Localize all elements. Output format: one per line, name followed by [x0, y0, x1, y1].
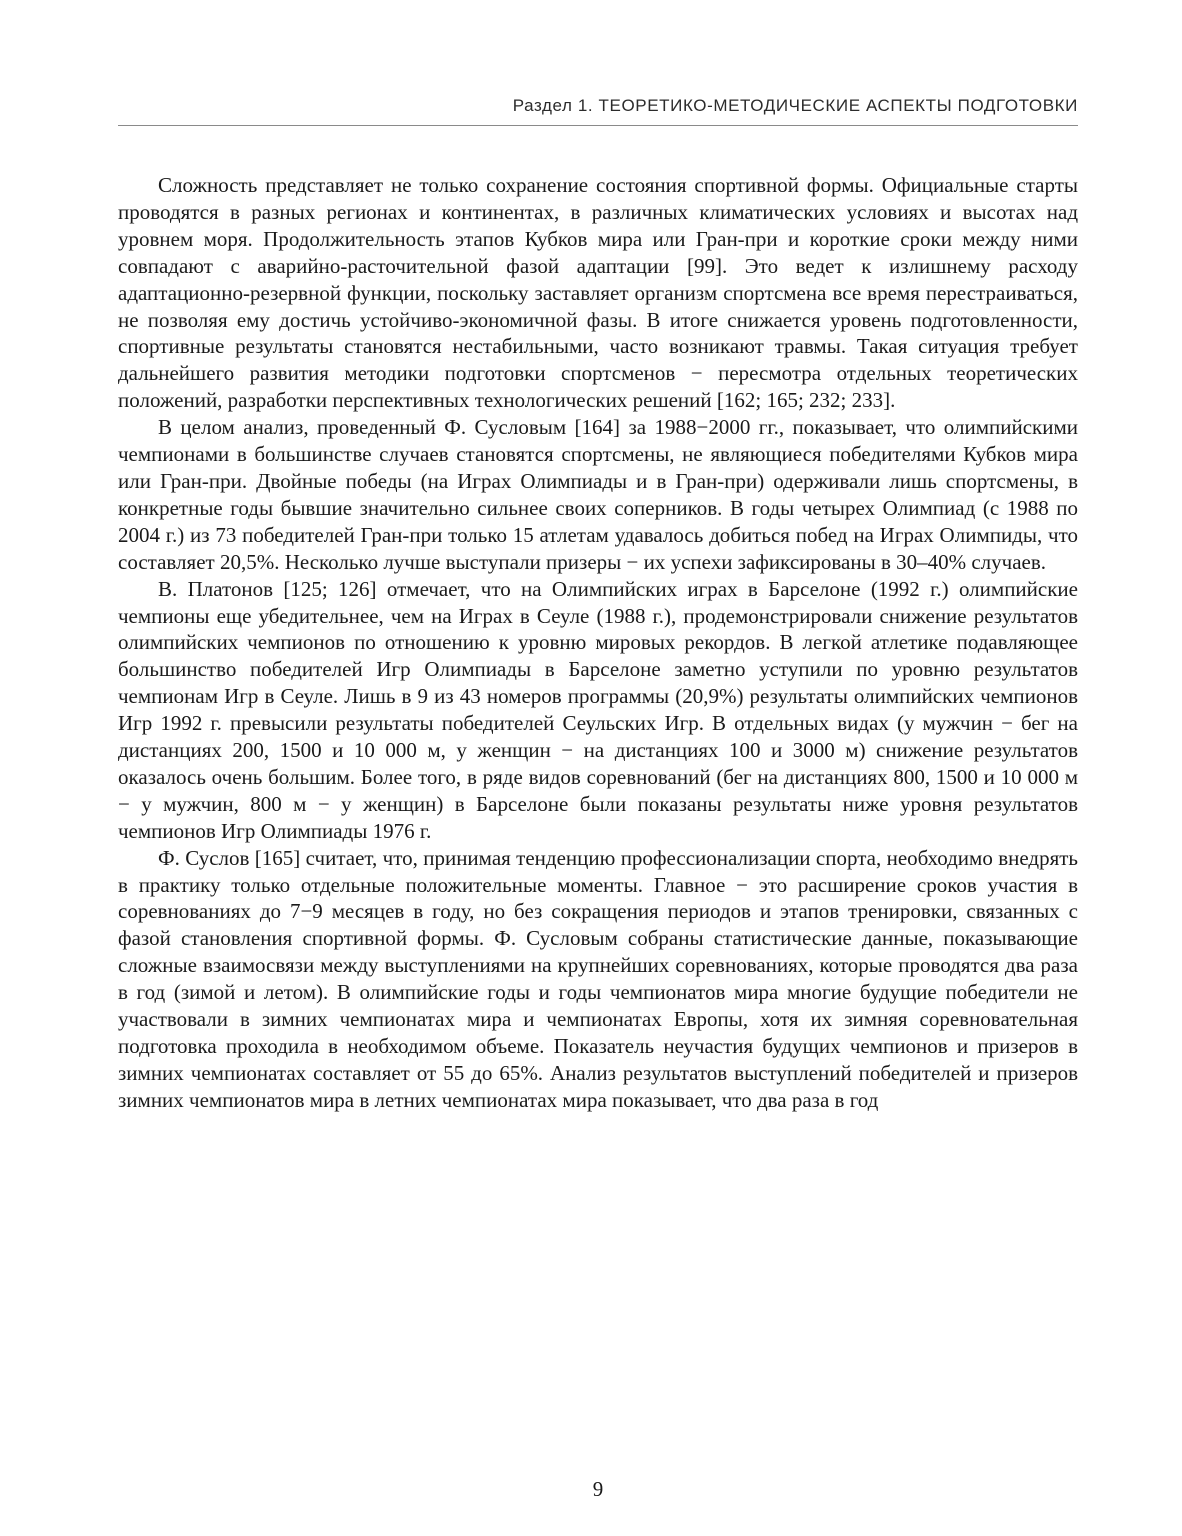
paragraph-1: Сложность представляет не только сохранение состояния спортивной формы. Официальные старты проводятся в разных регионах и континентах, в различных климатических условиях и высотах над уровнем моря. Продолжительность этапов Кубков мира или Гран-при и короткие сроки между ними совпадают с аварийно-расточительной фазой адаптации [99]. Это ведет к излишнему расходу адаптационно-резервной функции, поскольку заставляет организм спортсмена все время перестраиваться, не позволяя ему достичь устойчиво-экономичной фазы. В итоге снижается уровень подготовленности, спортивные результаты становятся нестабильными, часто возникают травмы. Такая ситуация требует дальнейшего развития методики подготовки спортсменов − пересмотра отдельных теоретических положений, разработки перспективных технологических решений [162; 165; 232; 233]. — [118, 173, 1078, 413]
running-header-text: Раздел 1. ТЕОРЕТИКО-МЕТОДИЧЕСКИЕ АСПЕКТЫ ПОДГОТОВКИ — [512, 96, 1078, 115]
page-number: 9 — [592, 1477, 604, 1501]
paragraph-4: Ф. Суслов [165] считает, что, принимая тенденцию профессионализации спорта, необходимо внедрять в практику только отдельные положительные моменты. Главное − это расширение сроков участия в соревнованиях до 7−9 месяцев в году, но без сокращения периодов и этапов тренировки, связанных с фазой становления спортивной формы. Ф. Сусловым собраны статистические данные, показывающие сложные взаимосвязи между выступлениями на крупнейших соревнованиях, которые проводятся два раза в год (зимой и летом). В олимпийские годы и годы чемпионатов мира многие будущие победители не участвовали в зимних чемпионатах мира и чемпионатах Европы, хотя их зимняя соревновательная подготовка проходила в необходимом объеме. Показатель неучастия будущих чемпионов и призеров в зимних чемпионатах составляет от 55 до 65%. Анализ результатов выступлений победителей и призеров зимних чемпионатов мира в летних чемпионатах мира показывает, что два раза в год — [118, 845, 1078, 1112]
page-footer — [118, 1477, 1078, 1536]
paragraph-3: В. Платонов [125; 126] отмечает, что на Олимпийских играх в Барселоне (1992 г.) олимпийские чемпионы еще убедительнее, чем на Играх в Сеуле (1988 г.), продемонстрировали снижение результатов олимпийских чемпионов по отношению к уровню мировых рекордов. В легкой атлетике подавляющее большинство победителей Игр Олимпиады в Барселоне заметно уступили по уровню результатов чемпионам Игр в Сеуле. Лишь в 9 из 43 номеров программы (20,9%) результаты олимпийских чемпионов Игр 1992 г. превысили результаты победителей Сеульских Игр. В отдельных видах (у мужчин − бег на дистанциях 200, 1500 и 10 000 м, у женщин − на дистанциях 100 и 3000 м) снижение результатов оказалось очень большим. Более того, в ряде видов соревнований (бег на дистанциях 800, 1500 и 10 000 м − у мужчин, 800 м − у женщин) в Барселоне были показаны результаты ниже уровня результатов чемпионов Игр Олимпиады 1976 г. — [118, 576, 1078, 843]
running-header — [118, 96, 1078, 126]
paragraph-2: В целом анализ, проведенный Ф. Сусловым [164] за 1988−2000 гг., показывает, что олимпийскими чемпионами в большинстве случаев становятся спортсмены, не являющиеся победителями Кубков мира или Гран-при. Двойные победы (на Играх Олимпиады и в Гран-при) одерживали лишь спортсмены, в конкретные годы бывшие значительно сильнее своих соперников. В годы четырех Олимпиад (с 1988 по 2004 г.) из 73 победителей Гран-при только 15 атлетам удавалось добиться побед на Играх Олимпиды, что составляет 20,5%. Несколько лучше выступали призеры − их успехи зафиксированы в 30–40% случаев. — [118, 415, 1078, 574]
body-text — [118, 172, 1078, 1114]
